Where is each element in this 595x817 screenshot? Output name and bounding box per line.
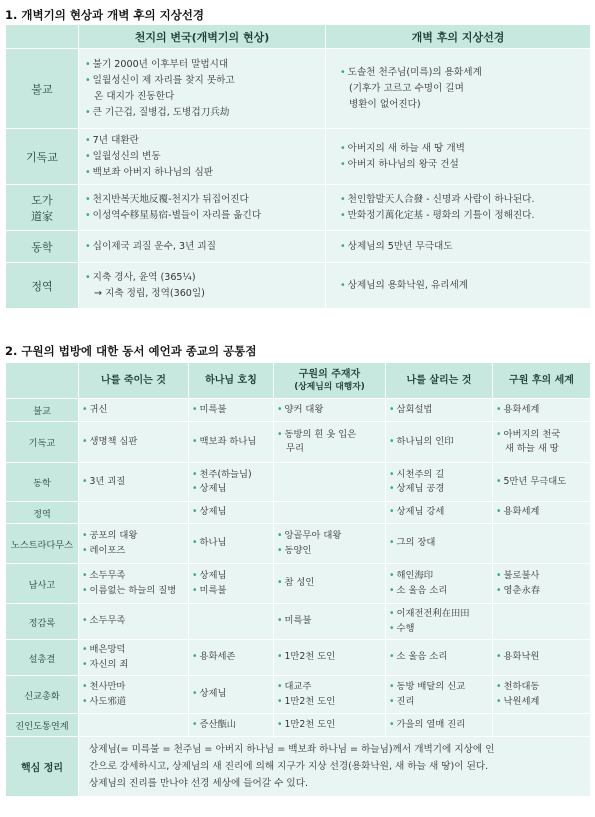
summary-label: 핵심 정리 [6, 737, 79, 797]
data-cell [386, 564, 493, 604]
cell-line: • 천하대동 [496, 680, 587, 695]
data-cell [274, 564, 386, 604]
phenomena-cell [79, 49, 326, 129]
cell-line: • 참 성인 [277, 576, 382, 591]
cell-line: • 1만2천 도인 [277, 650, 382, 665]
cell-line: • 용화세계 [496, 403, 587, 418]
data-cell [386, 463, 493, 502]
row-label-line: 기독교 [26, 150, 58, 164]
cell-line: • 대교주 [277, 680, 382, 695]
cell-line: • 하나님의 인印 [389, 435, 489, 450]
row-label-line: 도가 [31, 193, 53, 207]
cell-line: • 아버지의 새 하늘 새 땅 개벽 [340, 141, 584, 157]
data-cell [189, 640, 274, 676]
cell-line: • 가을의 열매 진리 [389, 718, 489, 733]
data-cell [274, 714, 386, 737]
data-cell [274, 422, 386, 463]
column-header-line: 구원의 주재자 [298, 368, 361, 380]
data-cell [386, 422, 493, 463]
cell-line: • 상제님 [192, 505, 270, 520]
row-label [6, 231, 79, 263]
section2-row [6, 714, 591, 737]
column-header-line: 나를 살리는 것 [406, 374, 472, 386]
cell-line: • 소두무족 [82, 569, 185, 584]
cell-line: • 아버지 하나님의 왕국 건설 [340, 157, 584, 173]
cell-line: • 일월성신이 제 자리를 찾지 못하고 [85, 73, 319, 89]
header-phenomena: 천지의 변국(개벽기의 현상) [79, 25, 326, 49]
cell-line: • 수행 [389, 622, 489, 637]
cell-line: • 이성역수移星易宿-별들이 자리를 옮긴다 [85, 208, 319, 224]
data-cell [274, 676, 386, 714]
cell-line: • 미륵불 [277, 614, 382, 629]
data-cell [79, 502, 189, 524]
column-header [493, 363, 591, 399]
cell-line: • 진리 [389, 695, 489, 710]
phenomena-cell [79, 263, 326, 309]
cell-line: • 만화정기萬化定基 - 평화의 기틀이 정해진다. [340, 208, 584, 224]
data-cell [493, 714, 591, 737]
row-label: 진인도통연계 [6, 714, 79, 737]
cell-line: • 상제님 [192, 569, 270, 584]
data-cell [189, 524, 274, 564]
paradise-cell [326, 231, 591, 263]
data-cell [274, 399, 386, 422]
row-label-line: 동학 [31, 240, 53, 254]
cell-line: • 천사만마 [82, 680, 185, 695]
section1-table [5, 24, 591, 309]
section2-row [6, 399, 591, 422]
data-cell [386, 502, 493, 524]
cell-line: 무리 [286, 443, 304, 454]
cell-line: • 증산甑山 [192, 718, 270, 733]
cell-line: • 배은망덕 [82, 643, 185, 658]
cell-line: • 소 울음 소리 [389, 584, 489, 599]
row-label: 신교총화 [6, 676, 79, 714]
cell-line: • 미륵불 [192, 584, 270, 599]
row-label: 기독교 [6, 422, 79, 463]
column-header-line: 하나님 호칭 [205, 374, 257, 386]
column-header [189, 363, 274, 399]
section2-row [6, 463, 591, 502]
data-cell [79, 422, 189, 463]
data-cell [79, 676, 189, 714]
section1-row [6, 49, 591, 129]
data-cell [189, 564, 274, 604]
cell-line: • 낙원세계 [496, 695, 587, 710]
data-cell [386, 714, 493, 737]
row-label-line: 불교 [31, 82, 53, 96]
paradise-cell [326, 49, 591, 129]
phenomena-cell [79, 129, 326, 185]
section1-row [6, 231, 591, 263]
data-cell [189, 714, 274, 737]
phenomena-cell [79, 185, 326, 231]
row-label [6, 263, 79, 309]
cell-line: • 공포의 대왕 [82, 529, 185, 544]
section1-row [6, 129, 591, 185]
row-label-line: 道家 [31, 209, 53, 223]
paradise-cell [326, 185, 591, 231]
data-cell [274, 524, 386, 564]
data-cell [386, 399, 493, 422]
data-cell [493, 399, 591, 422]
summary-line: 간으로 강세하시고, 상제님의 새 진리에 의해 지구가 지상 선경(용화낙원, 새 하늘 새 땅)이 된다. [89, 761, 489, 772]
cell-line: • 귀신 [82, 403, 185, 418]
cell-line: • 7년 대환란 [85, 133, 319, 149]
cell-line: • 용화세존 [192, 650, 270, 665]
section2-row [6, 676, 591, 714]
cell-line: • 천인합발天人合發 - 신명과 사람이 하나된다. [340, 192, 584, 208]
data-cell [79, 640, 189, 676]
cell-line: • 3년 괴질 [82, 475, 185, 490]
data-cell [189, 604, 274, 640]
cell-line: • 백보좌 아버지 하나님의 심판 [85, 165, 319, 181]
section2-row [6, 640, 591, 676]
data-cell [386, 640, 493, 676]
cell-line: • 이름없는 하늘의 질병 [82, 584, 185, 599]
data-cell [79, 463, 189, 502]
data-cell [189, 422, 274, 463]
cell-line: (기후가 고르고 수명이 길며 [349, 82, 464, 94]
cell-line: 병환이 없어진다) [349, 98, 421, 110]
cell-line: • 영춘永春 [496, 584, 587, 599]
paradise-cell [326, 263, 591, 309]
row-label: 정감록 [6, 604, 79, 640]
row-label [6, 185, 79, 231]
row-label: 노스트라다무스 [6, 524, 79, 564]
data-cell [274, 502, 386, 524]
row-label [6, 129, 79, 185]
cell-line: • 사도邪道 [82, 695, 185, 710]
summary-line: 상제님의 진리를 만나야 선경 세상에 들어갈 수 있다. [89, 778, 309, 789]
summary-row [6, 737, 591, 797]
section2-row [6, 604, 591, 640]
column-header [79, 363, 189, 399]
cell-line: → 지축 정립, 정역(360일) [94, 287, 205, 299]
column-header [386, 363, 493, 399]
cell-line: • 용화낙원 [496, 650, 587, 665]
cell-line: • 그의 장대 [389, 536, 489, 551]
column-header-line: 나를 죽이는 것 [101, 374, 166, 386]
data-cell [493, 463, 591, 502]
cell-line: • 동방의 흰 옷 입은 [277, 428, 382, 443]
cell-line: • 천지반복天地反覆-천지가 뒤집어진다 [85, 192, 319, 208]
cell-line: • 삼회설법 [389, 403, 489, 418]
section2-row [6, 422, 591, 463]
cell-line: • 큰 기근겁, 질병겁, 도병겁刀兵劫 [85, 105, 319, 121]
data-cell [274, 463, 386, 502]
column-header [274, 363, 386, 399]
data-cell [493, 676, 591, 714]
row-label: 남사고 [6, 564, 79, 604]
section1-row [6, 185, 591, 231]
cell-line: • 생명책 심판 [82, 435, 185, 450]
data-cell [493, 524, 591, 564]
cell-line: 온 대지가 진동한다 [94, 90, 175, 102]
cell-line: • 해인海印 [389, 569, 489, 584]
row-label: 설총결 [6, 640, 79, 676]
data-cell [79, 524, 189, 564]
section2-table [5, 362, 591, 797]
data-cell [386, 676, 493, 714]
phenomena-cell [79, 231, 326, 263]
row-label: 정역 [6, 502, 79, 524]
cell-line: • 소 울음 소리 [389, 650, 489, 665]
data-cell [493, 422, 591, 463]
cell-line: • 지축 경사, 윤역 (365¼) [85, 270, 319, 286]
paradise-cell [326, 129, 591, 185]
section1-title: 1. 개벽기의 현상과 개벽 후의 지상선경 [5, 8, 205, 22]
data-cell [493, 564, 591, 604]
section2-row [6, 564, 591, 604]
cell-line: • 상제님 공경 [389, 482, 489, 497]
header-paradise: 개벽 후의 지상선경 [326, 25, 591, 49]
cell-line: • 상제님 [192, 687, 270, 702]
data-cell [189, 399, 274, 422]
cell-line: • 상제님 [192, 482, 270, 497]
cell-line: • 동방 배달의 신교 [389, 680, 489, 695]
cell-line: • 불기 2000년 이후부터 말법시대 [85, 57, 319, 73]
data-cell [189, 463, 274, 502]
data-cell [79, 564, 189, 604]
cell-line: • 상제님의 용화낙원, 유리세계 [340, 278, 584, 294]
cell-line: • 소두무족 [82, 614, 185, 629]
section2-row [6, 502, 591, 524]
cell-line: • 레이포즈 [82, 544, 185, 559]
data-cell [79, 604, 189, 640]
summary-line: 상제님(= 미륵불 = 천주님 = 아버지 하나님 = 백보좌 하나님 = 하늘님)께서 개벽기에 지상에 인 [89, 744, 495, 755]
cell-line: • 용화세계 [496, 505, 587, 520]
cell-line: • 1만2천 도인 [277, 718, 382, 733]
header-corner [6, 25, 79, 49]
cell-line: • 도솔천 천주님(미륵)의 용화세계 [340, 65, 584, 81]
data-cell [79, 399, 189, 422]
cell-line: • 십이제국 괴질 운수, 3년 괴질 [85, 239, 319, 255]
cell-line: • 아버지의 천국 [496, 428, 587, 443]
data-cell [189, 502, 274, 524]
header-corner [6, 363, 79, 399]
data-cell [493, 640, 591, 676]
cell-line: • 동양인 [277, 544, 382, 559]
section1-row [6, 263, 591, 309]
cell-line: 새 하늘 새 땅 [505, 443, 559, 454]
section2-row [6, 524, 591, 564]
cell-line: • 불로불사 [496, 569, 587, 584]
data-cell [386, 604, 493, 640]
cell-line: • 시천주의 길 [389, 468, 489, 483]
section2-title: 2. 구원의 법방에 대한 동서 예언과 종교의 공통점 [5, 344, 257, 358]
row-label [6, 49, 79, 129]
cell-line: • 백보좌 하나님 [192, 435, 270, 450]
cell-line: • 상제님 강세 [389, 505, 489, 520]
data-cell [386, 524, 493, 564]
data-cell [79, 714, 189, 737]
data-cell [274, 604, 386, 640]
cell-line: • 5만년 무극대도 [496, 475, 587, 490]
cell-line: • 이재전전利在田田 [389, 607, 489, 622]
cell-line: • 상제님의 5만년 무극대도 [340, 239, 584, 255]
column-header-line: (상제님의 대행자) [294, 381, 365, 392]
cell-line: • 하나님 [192, 536, 270, 551]
row-label: 불교 [6, 399, 79, 422]
cell-line: • 미륵불 [192, 403, 270, 418]
cell-line: • 앙골무아 대왕 [277, 529, 382, 544]
cell-line: • 양커 대왕 [277, 403, 382, 418]
data-cell [493, 502, 591, 524]
cell-line: • 자신의 죄 [82, 658, 185, 673]
data-cell [274, 640, 386, 676]
column-header-line: 구원 후의 세계 [509, 374, 574, 386]
cell-line: • 천주(하늘님) [192, 468, 270, 483]
data-cell [493, 604, 591, 640]
data-cell [189, 676, 274, 714]
row-label-line: 정역 [31, 279, 53, 293]
row-label: 동학 [6, 463, 79, 502]
cell-line: • 1만2천 도인 [277, 695, 382, 710]
summary-text [79, 737, 591, 797]
cell-line: • 일월성신의 변동 [85, 149, 319, 165]
